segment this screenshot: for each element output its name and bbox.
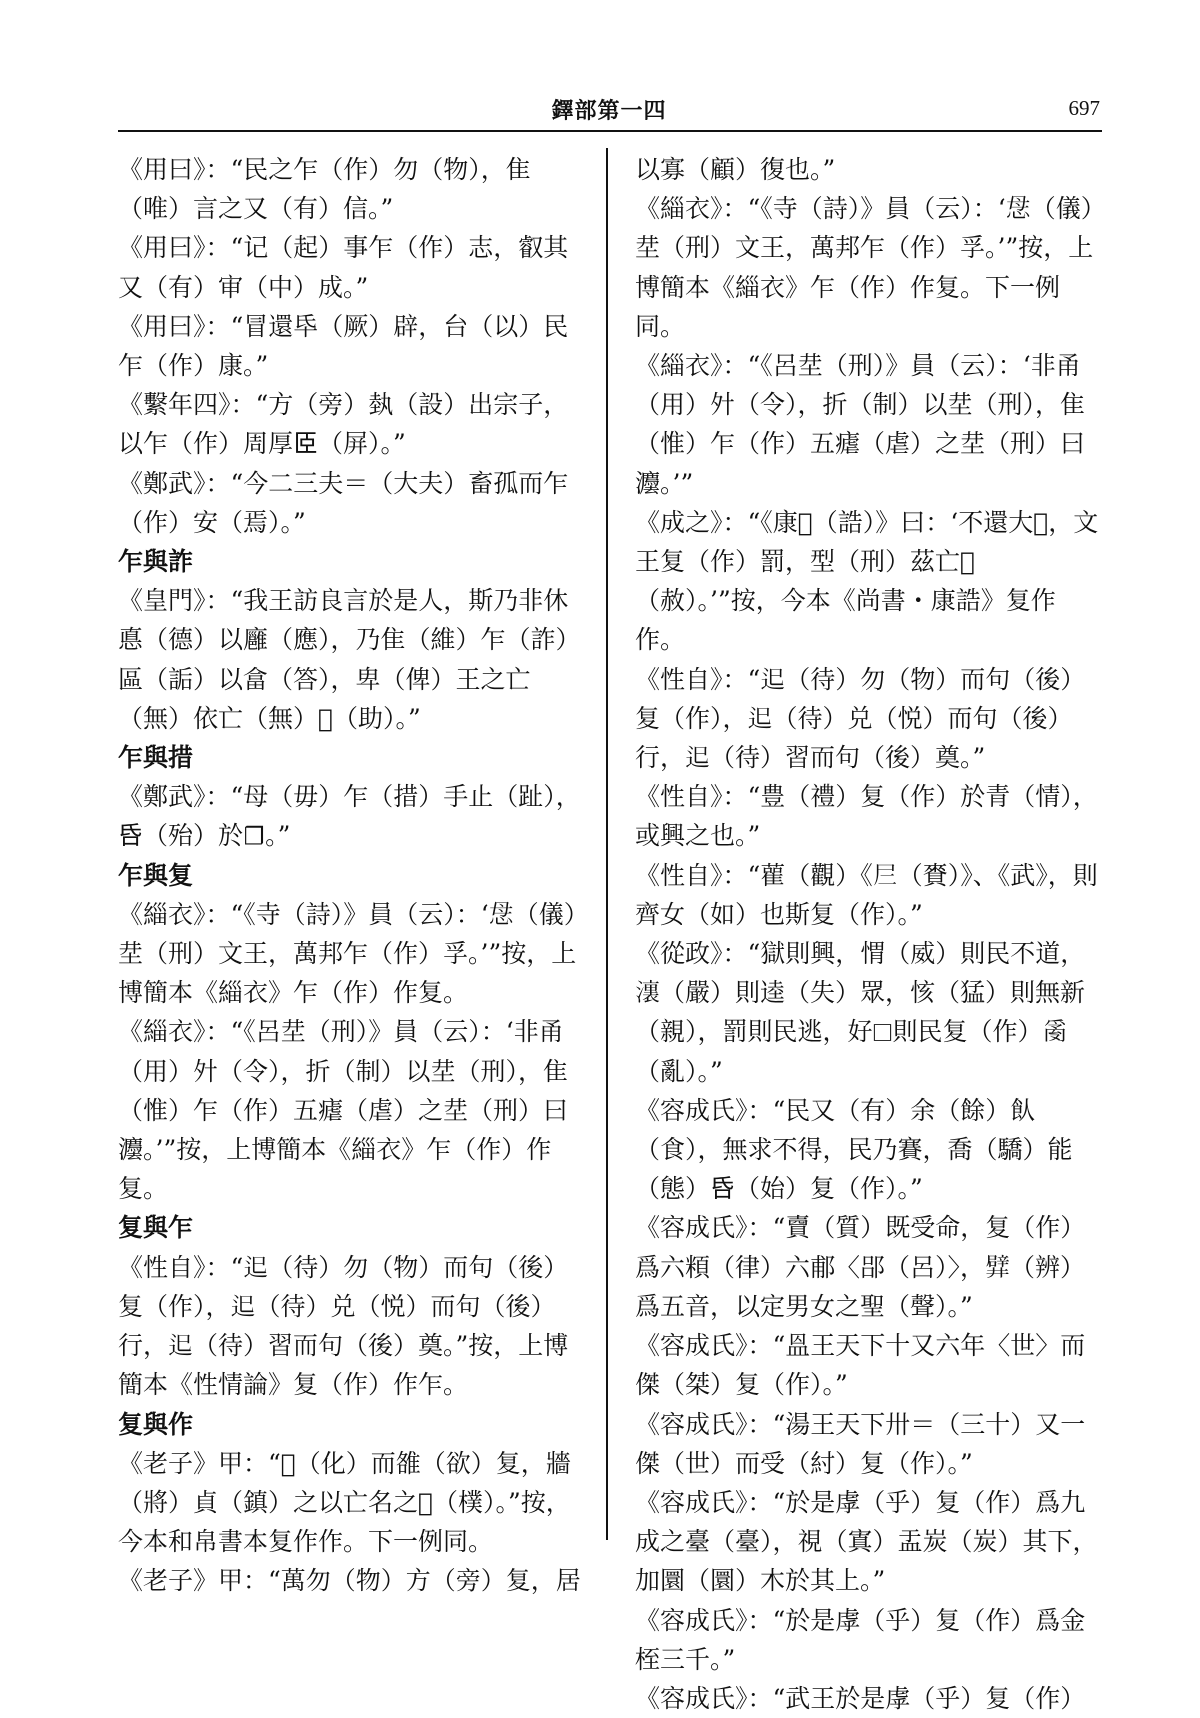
citation-paragraph: 《鄭武》：“母（毋）乍（措）手止（趾），𠯑（殆）於☐。” [118,782,581,851]
citation-paragraph: 《緇衣》：“《寺（詩）》員（云）：‘𢘓（儀）坓（刑）文王，萬邦乍（作）孚。’”按，上博簡本《緇衣》乍（作）作复。 [118,899,577,1008]
citation-paragraph: 《性自》：“豊（禮）复（作）於青（情），或興之也。” [635,782,1098,851]
left-column [118,150,588,1601]
citation-paragraph: 《用曰》：“冒還氒（厥）辟，台（以）民乍（作）康。” [118,311,569,381]
header-rule [118,130,1102,132]
entry-heading: 乍與措 [118,743,194,773]
citation-paragraph: 《成之》：“《康𪧣（誥）》曰：‘不還大𧡀，文王复（作）罰，型（刑）茲亡𢝊（赦）。’”按，今本《尚書・康誥》复作作。 [635,507,1099,655]
citation-paragraph: 《鄭武》：“今二三夫＝（大夫）畜孤而乍（作）安（焉）。” [118,468,569,537]
section-title: 鐸部第一四 [551,98,667,124]
citation-paragraph: 《老子》甲：“𢡺（化）而雒（欲）复，牆（將）貞（鎮）之以亡名之𡦹（樸）。”按，今本和帛書本复作作。下一例同。 [118,1448,571,1557]
entry-heading: 乍與詐 [118,547,194,577]
citation-paragraph: 《容成氏》：“武王於是虖（乎）复（作） [635,1683,1086,1713]
column-divider [606,148,608,1540]
citation-paragraph: 《性自》：“𨑓（待）勿（物）而句（後）复（作），𨑓（待）兑（悦）而句（後）行，𨑓（待）習而句（後）奠。” [635,664,1086,773]
citation-paragraph: 《緇衣》：“《寺（詩）》員（云）：‘𢘓（儀）坓（刑）文王，萬邦乍（作）孚。’”按，上博簡本《緇衣》乍（作）作复。下一例同。 [635,194,1094,341]
page-number: 697 [1068,96,1100,120]
citation-paragraph: 《皇門》：“我王訪良言於是人，斯乃非休悳（德）以廱（應），乃隹（維）乍（詐）區（詬）以畣（答），卑（俾）王之亡（無）依亡（無）𦌈（助）。” [118,586,581,733]
citation-paragraph: 《緇衣》：“《呂坓（刑）》員（云）：‘非甬（用）㚈（令），折（制）以坓（刑），隹（惟）乍（作）五瘧（虐）之坓（刑）曰灋。’”按，上博簡本《緇衣》乍（作）作复。 [118,1017,569,1204]
citation-paragraph: 《容成氏》：“𥁕王天下十又六年〈世〉而傑（桀）复（作）。” [635,1331,1086,1400]
citation-paragraph: 《繫年四》：“方（旁）埶（設）出宗子，以乍（作）周厚𦣞（屏）。” [118,390,569,459]
citation-paragraph: 《容成氏》：“湯王天下卅＝（三十）又一傑（世）而受（紂）复（作）。” [635,1409,1086,1478]
entry-heading: 乍與复 [118,860,194,890]
citation-paragraph: 以寡（顧）復也。” [635,155,836,184]
citation-paragraph: 《容成氏》：“民又（有）余（餘）飤（食），無求不得，民乃賽，喬（驕）能（態）𠯑（始）复（作）。” [635,1095,1073,1204]
citation-paragraph: 《容成氏》：“於是虖（乎）复（作）爲九成之臺（臺），視（寘）盂炭（炭）其下，加圜（圜）木於其上。” [635,1487,1098,1596]
citation-paragraph: 《緇衣》：“《呂坓（刑）》員（云）：‘非甬（用）㚈（令），折（制）以坓（刑），隹（惟）乍（作）五瘧（虐）之坓（刑）曰灋。’” [635,351,1086,498]
entry-heading: 复與作 [118,1409,194,1439]
citation-paragraph: 《性自》：“雚（觀）《𡰥（賚）》、《武》，則齊女（如）也斯复（作）。” [635,860,1098,929]
citation-paragraph: 《從政》：“獄則興，㥜（威）則民不道，𣿞（嚴）則逵（失）眾，㤥（猛）則無新（親），罰則民逃，好☐則民复（作）𤔔（亂）。” [635,939,1086,1086]
running-header [118,94,1100,128]
entry-heading: 复與乍 [118,1213,194,1243]
citation-paragraph: 《容成氏》：“𧶠（質）既受命，复（作）爲六頪（律）六郙〈郘（呂）〉，𨐨（辨）爲五音，以定男女之聖（聲）。” [635,1213,1086,1321]
citation-paragraph: 《用曰》：“民之乍（作）勿（物），隹（唯）言之又（有）信。” [118,155,531,224]
right-column [635,150,1105,1718]
citation-paragraph: 《容成氏》：“於是虖（乎）复（作）爲金桎三千。” [635,1605,1086,1674]
citation-paragraph: 《性自》：“𨑓（待）勿（物）而句（後）复（作），𨑓（待）兑（悦）而句（後）行，𨑓（待）習而句（後）奠。”按，上博簡本《性情論》复（作）作乍。 [118,1252,569,1400]
citation-paragraph: 《老子》甲：“萬勿（物）方（旁）复，居 [118,1566,581,1596]
citation-paragraph: 《用曰》：“记（起）事乍（作）志，叡其又（有）审（中）成。” [118,233,569,302]
